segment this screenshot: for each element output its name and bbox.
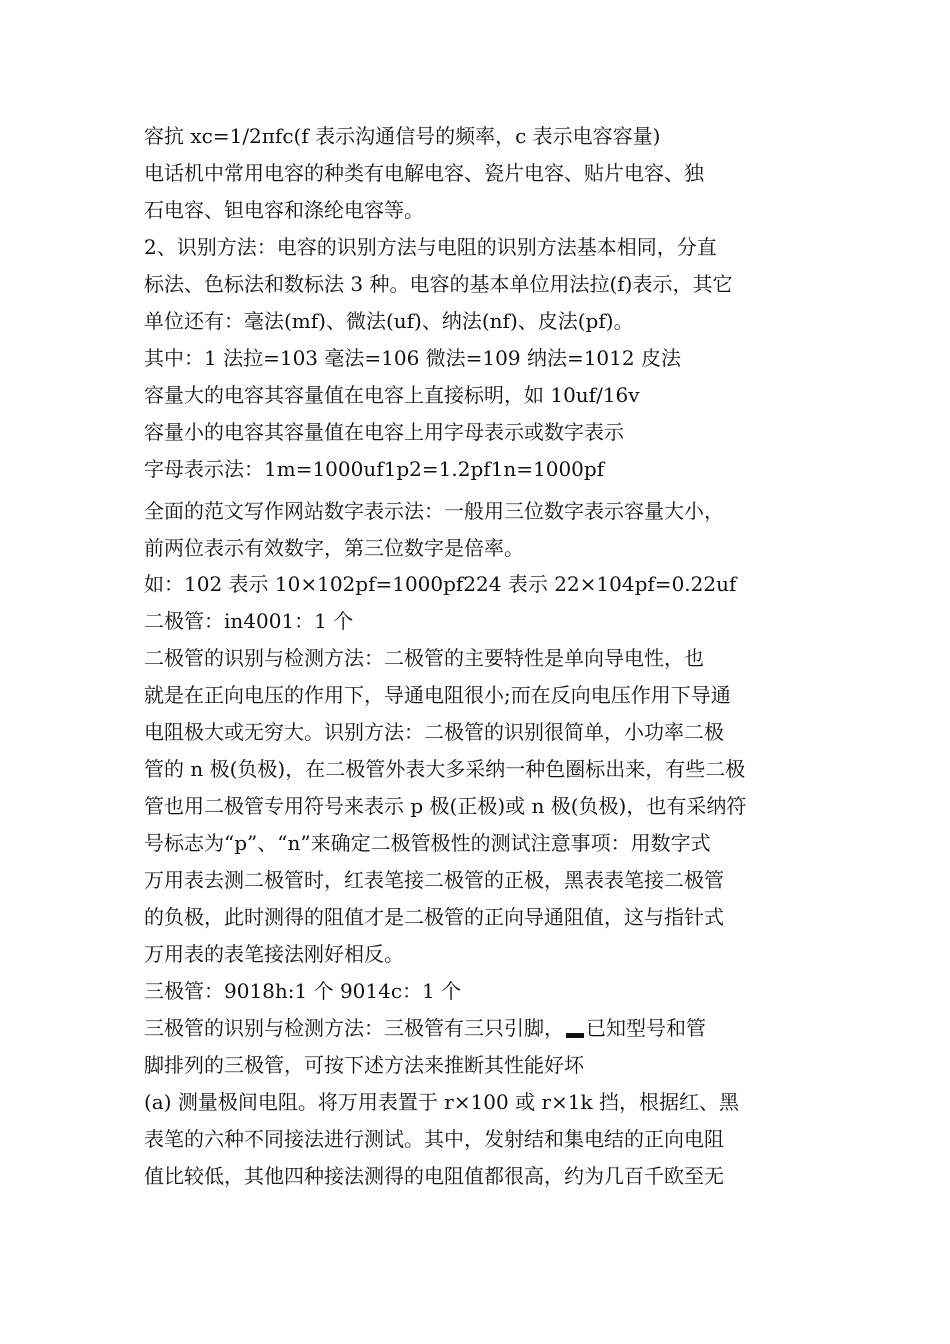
text-fragment: 三极管的识别与检测方法：三极管有三只引脚， (144, 1016, 564, 1040)
paragraph-number-notation (144, 493, 816, 567)
paragraph-interelectrode-resistance (144, 1084, 816, 1195)
text-line: 字母表示法：1m=1000uf1p2=1.2pf1n=1000pf (144, 457, 605, 481)
text-line: 2、识别方法：电容的识别方法与电阻的识别方法基本相同，分直 (144, 235, 717, 259)
paragraph-diode-detection (144, 640, 816, 973)
text-line: 脚排列的三极管，可按下述方法来推断其性能好坏 (144, 1053, 584, 1077)
paragraph-unit-conversion (144, 340, 816, 377)
text-line: 的负极，此时测得的阻值才是二极管的正向导通阻值，这与指针式 (144, 905, 724, 929)
paragraph-transistor-detection (144, 1010, 816, 1084)
text-line: 表笔的六种不同接法进行测试。其中，发射结和集电结的正向电阻 (144, 1127, 724, 1151)
text-line: 号标志为“p”、“n”来确定二极管极性的测试注意事项：用数字式 (144, 831, 711, 855)
text-line: 其中：1 法拉=103 毫法=106 微法=109 纳法=1012 皮法 (144, 346, 681, 370)
paragraph-identification-method (144, 229, 816, 340)
text-fragment: 已知型号和管 (586, 1016, 706, 1040)
text-line: 单位还有：毫法(mf)、微法(uf)、纳法(nf)、皮法(pf)。 (144, 309, 634, 333)
text-line: 石电容、钽电容和涤纶电容等。 (144, 198, 424, 222)
text-line (144, 1010, 816, 1047)
text-line: 万用表的表笔接法刚好相反。 (144, 942, 404, 966)
text-line: 如：102 表示 10×102pf=1000pf224 表示 22×104pf=0.22uf (144, 572, 737, 596)
text-line: 全面的范文写作网站数字表示法：一般用三位数字表示容量大小， (144, 499, 724, 523)
text-line: 电话机中常用电容的种类有电解电容、瓷片电容、贴片电容、独 (144, 161, 704, 185)
paragraph-capacitor-types (144, 155, 816, 229)
text-line: 容量小的电容其容量值在电容上用字母表示或数字表示 (144, 420, 624, 444)
text-line: 电阻极大或无穷大。识别方法：二极管的识别很简单，小功率二极 (144, 720, 724, 744)
text-line: 管也用二极管专用符号来表示 p 极(正极)或 n 极(负极)，也有采纳符 (144, 794, 747, 818)
paragraph-example (144, 566, 816, 603)
text-line: 标法、色标法和数标法 3 种。电容的基本单位用法拉(f)表示，其它 (144, 272, 733, 296)
paragraph-transistor-parts (144, 973, 816, 1010)
text-line: (a) 测量极间电阻。将万用表置于 r×100 或 r×1k 挡，根据红、黑 (144, 1090, 739, 1114)
text-line: 容抗 xc=1/2πfc(f 表示沟通信号的频率，c 表示电容容量) (144, 124, 661, 148)
text-line: 值比较低，其他四种接法测得的电阻值都很高，约为几百千欧至无 (144, 1164, 724, 1188)
paragraph-letter-notation (144, 451, 816, 488)
text-line: 管的 n 极(负极)，在二极管外表大多采纳一种色圈标出来，有些二极 (144, 757, 746, 781)
paragraph-small-capacity (144, 414, 816, 451)
text-line: 三极管：9018h:1 个 9014c：1 个 (144, 979, 462, 1003)
text-line: 前两位表示有效数字，第三位数字是倍率。 (144, 536, 524, 560)
paragraph-capacitive-reactance (144, 118, 816, 155)
embedded-mark-icon (566, 1033, 584, 1038)
text-line: 容量大的电容其容量值在电容上直接标明，如 10uf/16v (144, 383, 640, 407)
paragraph-large-capacity (144, 377, 816, 414)
text-line: 二极管：in4001：1 个 (144, 609, 354, 633)
paragraph-diode-part (144, 603, 816, 640)
text-line: 二极管的识别与检测方法：二极管的主要特性是单向导电性，也 (144, 646, 704, 670)
text-line: 万用表去测二极管时，红表笔接二极管的正极，黑表表笔接二极管 (144, 868, 724, 892)
text-line: 就是在正向电压的作用下，导通电阻很小;而在反向电压作用下导通 (144, 683, 731, 707)
